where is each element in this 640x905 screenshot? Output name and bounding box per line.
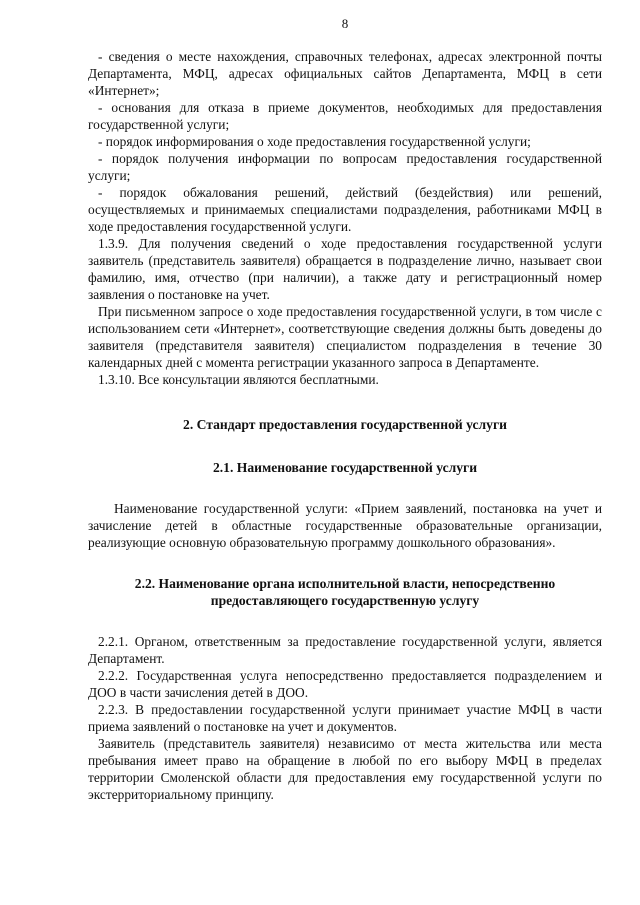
paragraph-2-2-2: 2.2.2. Государственная услуга непосредственно предоставляется подразделением и ДОО в части зачисления детей в ДОО. — [88, 668, 602, 700]
list-item: - порядок получения информации по вопросам предоставления государственной услуги; — [88, 151, 602, 183]
list-item: - основания для отказа в приеме документов, необходимых для предоставления государственной услуги; — [88, 100, 602, 132]
subsection-2-2-title — [88, 575, 602, 609]
paragraph-applicant: Заявитель (представитель заявителя) независимо от места жительства или места пребывания имеет право на обращение в любой по его выбору МФЦ в пределах территории Смоленской области для предоставления ему государственной услуги по экстерриториальному принципу. — [88, 736, 602, 802]
paragraph-2-1: Наименование государственной услуги: «Прием заявлений, постановка на учет и зачисление детей в областные государственные образовательные организации, реализующие основную образовательную программу дошкольного образования». — [88, 501, 602, 550]
list-item: - порядок обжалования решений, действий (бездействия) или решений, осуществляемых и принимаемых специалистами подразделения, работниками МФЦ в ходе предоставления государственной услуги. — [88, 185, 602, 234]
paragraph-2-2-3: 2.2.3. В предоставлении государственной услуги принимает участие МФЦ в части приема заявлений о постановке на учет и документов. — [88, 702, 602, 734]
paragraph-2-2-1: 2.2.1. Органом, ответственным за предоставление государственной услуги, является Департамент. — [88, 634, 602, 666]
subsection-2-2-title-line2: предоставляющего государственную услугу — [210, 593, 480, 608]
list-item: - сведения о месте нахождения, справочных телефонах, адресах электронной почты Департамента, МФЦ, адресах официальных сайтов Департамента, МФЦ в сети «Интернет»; — [88, 49, 602, 98]
section-2-title: 2. Стандарт предоставления государственной услуги — [183, 417, 507, 432]
list-item: - порядок информирования о ходе предоставления государственной услуги; — [98, 134, 531, 149]
paragraph-1-3-9: 1.3.9. Для получения сведений о ходе предоставления государственной услуги заявитель (представитель заявителя) обращается в подразделение лично, называет свои фамилию, имя, отчество (при наличии), а также дату и регистрационный номер заявления о постановке на учет. — [88, 236, 602, 302]
page-number: 8 — [341, 16, 349, 31]
paragraph-written-request: При письменном запросе о ходе предоставления государственной услуги, в том числе с использованием сети «Интернет», соответствующие сведения должны быть доведены до заявителя (представителя заявителя) специалистом подразделения в течение 30 календарных дней с момента регистрации указанного запроса в Департаменте. — [88, 304, 602, 370]
paragraph-1-3-10: 1.3.10. Все консультации являются бесплатными. — [98, 372, 379, 387]
subsection-2-1-title: 2.1. Наименование государственной услуги — [212, 460, 478, 475]
subsection-2-2-title-line1: 2.2. Наименование органа исполнительной власти, непосредственно — [134, 576, 556, 591]
